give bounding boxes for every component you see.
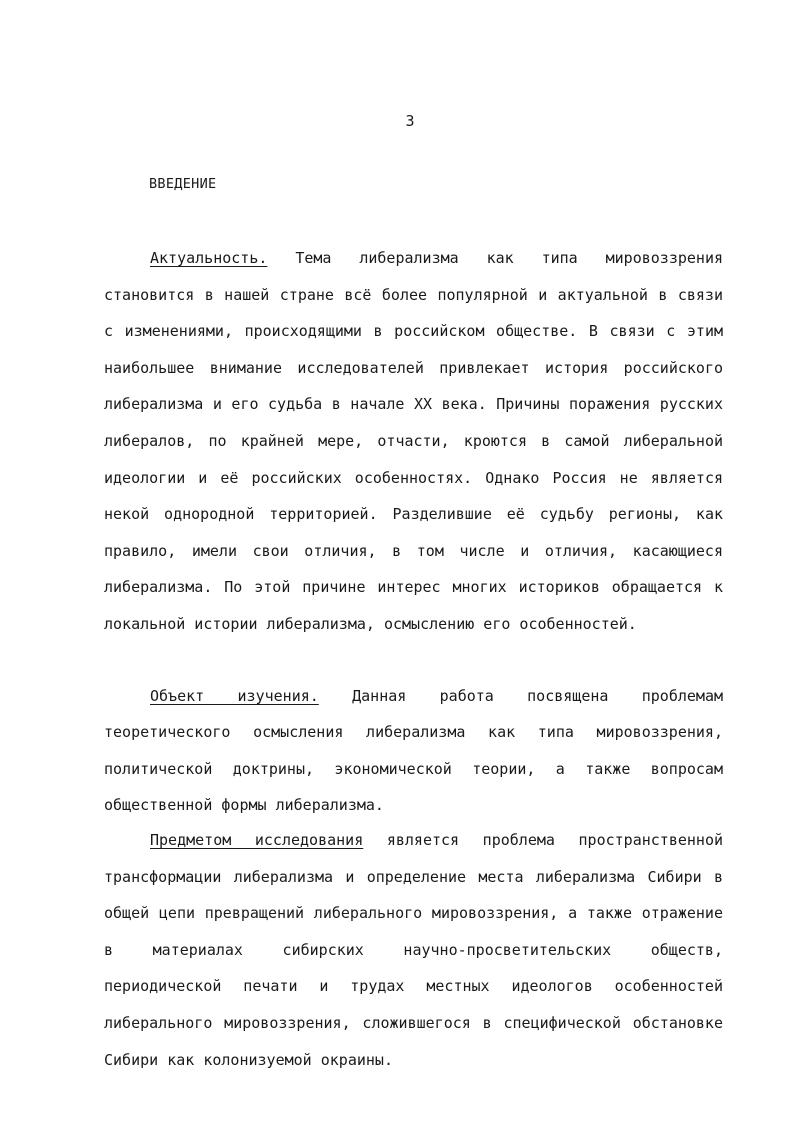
paragraph-lead-object: Объект изучения. [150,687,319,705]
paragraph-object [104,678,723,824]
page-number: 3 [405,112,415,130]
paragraph-text-object: Данная работа посвящена проблемам теоретического осмысления либерализма как типа мировоззрения, политической доктрины, экономической теории, а также вопросам общественной формы либерализма. [104,687,724,815]
paragraph-relevance [104,240,723,643]
paragraph-text-subject: является проблема пространственной трансформации либерализма и определение места либерализма Сибири в общей цепи превращений либерального мировоззрения, а также отражение в материалах сибирских научно-просветительских обществ, периодической печати и трудах местных идеологов особенностей либерального мировоззрения, сложившегося в специфической обстановке Сибири как колонизуемой окраины. [104,831,724,1069]
section-heading: ВВЕДЕНИЕ [149,176,217,192]
paragraph-text-relevance: Тема либерализма как типа мировоззрения становится в нашей стране всё более популярной и актуальной в связи с изменениями, происходящими в российском обществе. В связи с этим наибольшее внимание исследователей привлекает история российского либерализма и его судьба в начале XX века. Причины поражения русских либералов, по крайней мере, отчасти, кроются в самой либеральной идеологии и её российских особенностях. Однако Россия не является некой однородной территорией. Разделившие её судьбу регионы, как правило, имели свои отличия, в том числе и отличия, касающиеся либерализма. По этой причине интерес многих историков обращается к локальной истории либерализма, осмыслению его особенностей. [104,249,723,633]
paragraph-lead-subject: Предметом исследования [150,831,364,849]
paragraph-subject [104,822,723,1078]
paragraph-lead-relevance: Актуальность. [150,249,268,267]
